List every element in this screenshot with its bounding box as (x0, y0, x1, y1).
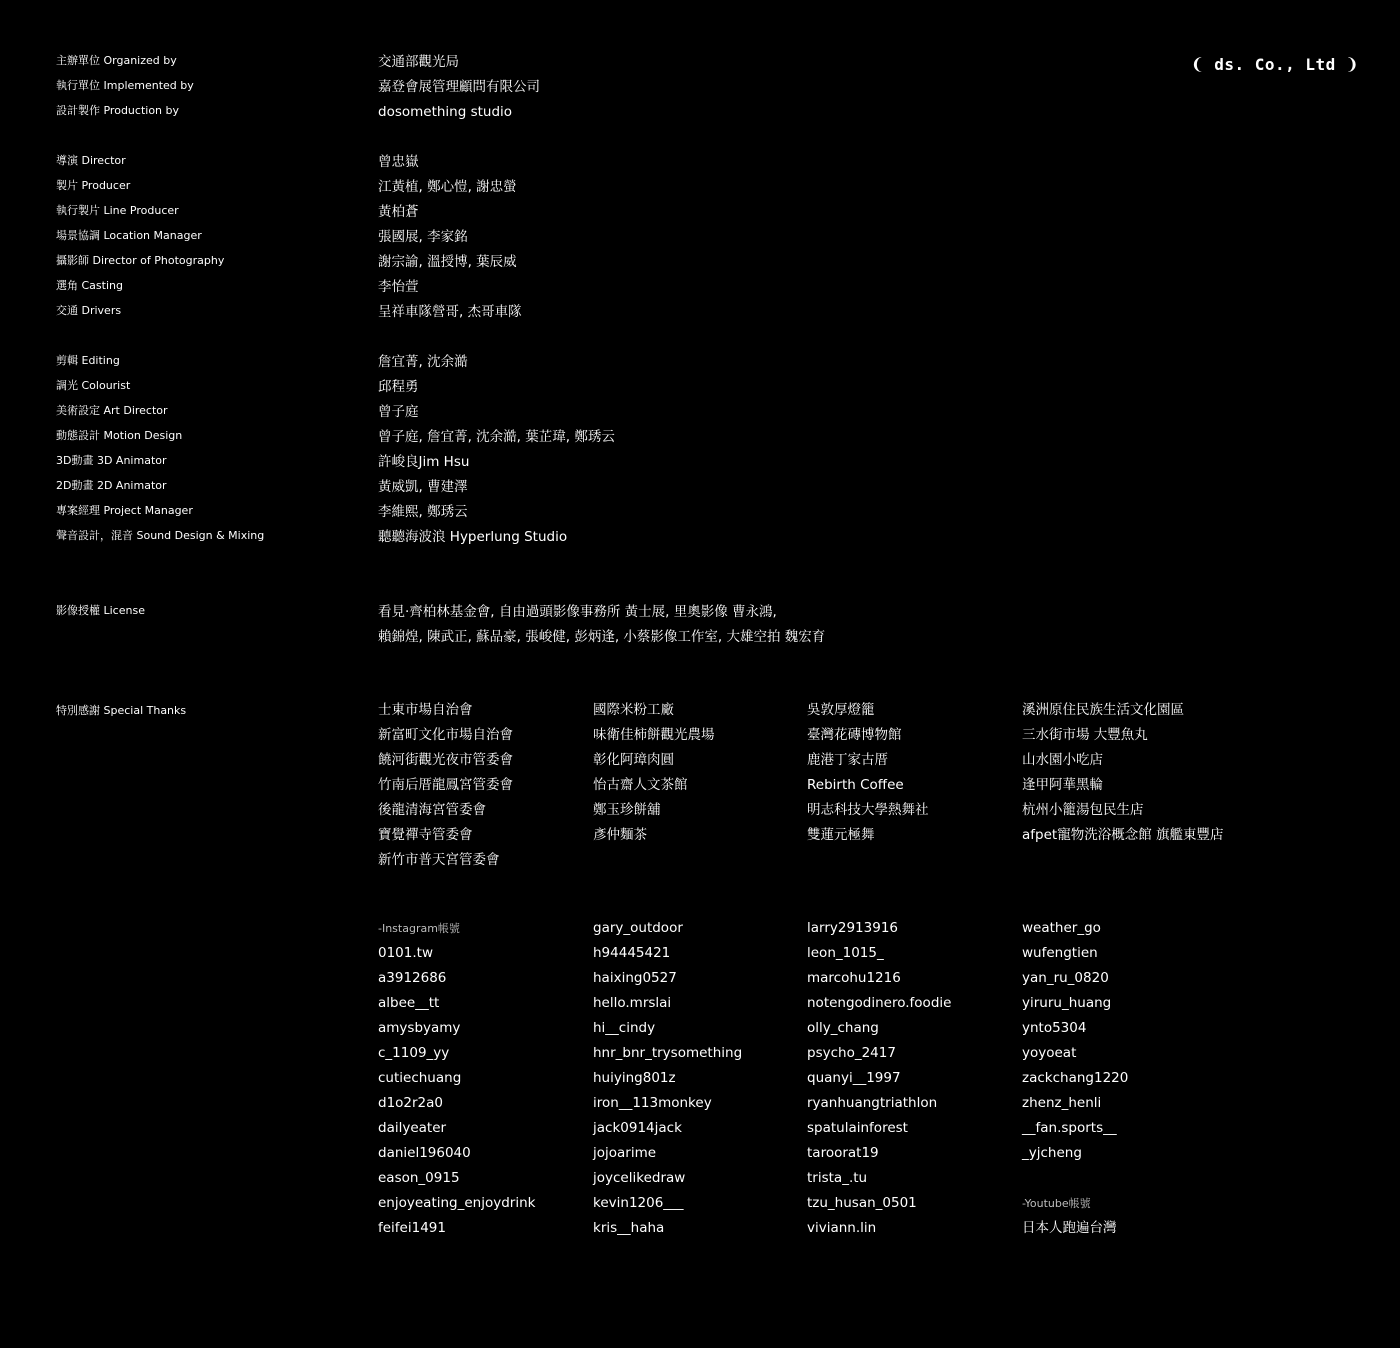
logo-text: ds. Co., Ltd (1214, 55, 1336, 74)
thanks-item: 溪洲原住民族生活文化園區 (1022, 702, 1184, 718)
instagram-account: enjoyeating_enjoydrink (378, 1195, 536, 1211)
credit-role: 製片 Producer (56, 179, 131, 192)
credit-name: 黃柏蒼 (378, 204, 419, 220)
thanks-item: 三水街市場 大豐魚丸 (1022, 727, 1148, 743)
credit-name: 嘉登會展管理顧問有限公司 (378, 79, 540, 95)
credit-role: 設計製作 Production by (56, 104, 180, 117)
instagram-account: a3912686 (378, 970, 447, 986)
credit-role: 攝影師 Director of Photography (56, 254, 225, 267)
credit-role: 剪輯 Editing (56, 354, 120, 367)
instagram-account: zackchang1220 (1022, 1070, 1129, 1086)
credit-role: 執行製片 Line Producer (56, 204, 179, 217)
credit-role: 場景協調 Location Manager (56, 229, 202, 242)
instagram-account: daniel196040 (378, 1145, 471, 1161)
logo-open-bracket: ❨ (1191, 52, 1205, 76)
instagram-account: kevin1206___ (593, 1195, 684, 1211)
instagram-account: feifei1491 (378, 1220, 446, 1236)
instagram-account: trista_.tu (807, 1170, 868, 1186)
thanks-item: 寶覺禪寺管委會 (378, 827, 473, 843)
thanks-item: 鄭玉珍餅舖 (593, 802, 661, 818)
credit-name: 呈祥車隊營哥, 杰哥車隊 (378, 304, 522, 320)
instagram-account: taroorat19 (807, 1145, 879, 1161)
instagram-account: joycelikedraw (593, 1170, 686, 1186)
thanks-item: 彥仲麵茶 (593, 827, 647, 843)
instagram-account: quanyi__1997 (807, 1070, 901, 1086)
thanks-item: 後龍清海宮管委會 (378, 802, 486, 818)
instagram-account: huiying801z (593, 1070, 676, 1086)
credit-name: 曾子庭 (378, 404, 419, 420)
credit-name: 謝宗諭, 溫授博, 葉辰威 (378, 254, 517, 270)
instagram-label: -Instagram帳號 (378, 922, 460, 935)
credit-name: 曾忠嶽 (378, 154, 419, 170)
instagram-account: jack0914jack (593, 1120, 682, 1136)
license-line: 看見·齊柏林基金會, 自由過頭影像事務所 黃士展, 里奧影像 曹永鴻, (378, 604, 777, 620)
instagram-column-3 (807, 916, 951, 1241)
thanks-item: 國際米粉工廠 (593, 702, 674, 718)
instagram-account: _yjcheng (1022, 1145, 1082, 1161)
thanks-item: 士東市場自治會 (378, 702, 473, 718)
instagram-column-2 (593, 916, 742, 1241)
thanks-item: 明志科技大學熱舞社 (807, 802, 929, 818)
instagram-account: ynto5304 (1022, 1020, 1087, 1036)
instagram-account: olly_chang (807, 1020, 879, 1036)
instagram-account: yiruru_huang (1022, 995, 1112, 1011)
instagram-account: cutiechuang (378, 1070, 462, 1086)
thanks-item: 味衛佳柿餅觀光農場 (593, 727, 715, 743)
instagram-account: gary_outdoor (593, 920, 683, 936)
thanks-item: 吳敦厚燈籠 (807, 702, 875, 718)
credit-role: 聲音設計，混音 Sound Design & Mixing (56, 529, 265, 542)
instagram-account: c_1109_yy (378, 1045, 450, 1061)
credit-name: 曾子庭, 詹宜菁, 沈余澔, 葉芷瑋, 鄭琇云 (378, 429, 615, 445)
thanks-item: 新竹市普天宮管委會 (378, 852, 500, 868)
thanks-item: 山水園小吃店 (1022, 752, 1103, 768)
instagram-account: jojoarime (593, 1145, 657, 1161)
instagram-account: leon_1015_ (807, 945, 884, 961)
instagram-account: __fan.sports__ (1022, 1120, 1117, 1136)
instagram-account: wufengtien (1022, 945, 1098, 961)
instagram-account: eason_0915 (378, 1170, 460, 1186)
logo-close-bracket: ❩ (1345, 52, 1359, 76)
credit-role: 動態設計 Motion Design (56, 429, 183, 442)
instagram-account: weather_go (1022, 920, 1101, 936)
thanks-item: 臺灣花磚博物館 (807, 727, 902, 743)
credit-role: 調光 Colourist (56, 379, 131, 392)
credit-role: 美術設定 Art Director (56, 404, 168, 417)
instagram-account: d1o2r2a0 (378, 1095, 444, 1111)
credit-name: 交通部觀光局 (378, 54, 459, 70)
credit-role: 導演 Director (56, 154, 126, 167)
instagram-account: hello.mrslai (593, 995, 672, 1011)
instagram-account: ryanhuangtriathlon (807, 1095, 938, 1111)
instagram-account: spatulainforest (807, 1120, 908, 1136)
instagram-account: haixing0527 (593, 970, 677, 986)
thanks-item: 竹南后厝龍鳳宮管委會 (378, 777, 513, 793)
instagram-account: amysbyamy (378, 1020, 461, 1036)
instagram-account: yan_ru_0820 (1022, 970, 1109, 986)
thanks-item: 雙蓮元極舞 (807, 827, 875, 843)
thanks-item: 饒河街觀光夜市管委會 (378, 752, 513, 768)
instagram-account: hi__cindy (593, 1020, 656, 1036)
instagram-account: psycho_2417 (807, 1045, 896, 1061)
company-logo (1180, 52, 1370, 76)
instagram-account: kris__haha (593, 1220, 665, 1236)
instagram-account: iron__113monkey (593, 1095, 712, 1111)
thanks-item: 彰化阿璋肉圓 (593, 752, 674, 768)
thanks-item: Rebirth Coffee (807, 777, 904, 793)
thanks-item: afpet寵物洗浴概念館 旗艦東豐店 (1022, 827, 1224, 843)
credit-name: 黃威凱, 曹建澤 (378, 479, 468, 495)
thanks-role: 特別感謝 Special Thanks (56, 704, 187, 717)
credit-name: 李維熙, 鄭琇云 (378, 504, 468, 520)
credit-name: dosomething studio (378, 104, 513, 120)
instagram-account: 0101.tw (378, 945, 433, 961)
thanks-column-1 (378, 698, 513, 873)
credit-name: 江黃植, 鄭心愷, 謝忠螢 (378, 179, 517, 195)
spacer (1022, 1166, 1128, 1191)
credit-name: 張國展, 李家銘 (378, 229, 468, 245)
credit-role: 選角 Casting (56, 279, 123, 292)
thanks-item: 怡古齋人文茶館 (593, 777, 688, 793)
license-line: 賴錦煌, 陳武正, 蘇品豪, 張峻健, 彭炳逢, 小蔡影像工作室, 大雄空拍 魏宏育 (378, 629, 826, 645)
youtube-label: -Youtube帳號 (1022, 1197, 1091, 1210)
thanks-column-2 (593, 698, 715, 848)
license-role: 影像授權 License (56, 604, 145, 617)
thanks-column-4 (1022, 698, 1224, 848)
instagram-account: notengodinero.foodie (807, 995, 952, 1011)
credit-role: 3D動畫 3D Animator (56, 454, 167, 467)
instagram-account: larry2913916 (807, 920, 898, 936)
instagram-account: hnr_bnr_trysomething (593, 1045, 743, 1061)
instagram-account: albee__tt (378, 995, 440, 1011)
credit-name: 聽聽海波浪 Hyperlung Studio (378, 529, 568, 545)
thanks-item: 杭州小籠湯包民生店 (1022, 802, 1144, 818)
credit-role: 執行單位 Implemented by (56, 79, 194, 92)
credit-name: 李怡萱 (378, 279, 419, 295)
instagram-account: h94445421 (593, 945, 671, 961)
credit-role: 2D動畫 2D Animator (56, 479, 167, 492)
youtube-account: 日本人跑遍台灣 (1022, 1220, 1117, 1236)
instagram-account: zhenz_henli (1022, 1095, 1102, 1111)
thanks-item: 新富町文化市場自治會 (378, 727, 513, 743)
credit-role: 專案經理 Project Manager (56, 504, 193, 517)
credit-role: 交通 Drivers (56, 304, 122, 317)
instagram-account: yoyoeat (1022, 1045, 1077, 1061)
thanks-item: 逢甲阿華黑輪 (1022, 777, 1103, 793)
instagram-account: tzu_husan_0501 (807, 1195, 917, 1211)
instagram-column-4 (1022, 916, 1128, 1241)
credit-name: 詹宜菁, 沈余澔 (378, 354, 468, 370)
thanks-item: 鹿港丁家古厝 (807, 752, 888, 768)
instagram-account: marcohu1216 (807, 970, 901, 986)
credit-name: 邱程勇 (378, 379, 419, 395)
instagram-account: dailyeater (378, 1120, 447, 1136)
instagram-account: viviann.lin (807, 1220, 877, 1236)
credit-name: 許峻良Jim Hsu (378, 454, 470, 470)
credit-role: 主辦單位 Organized by (56, 54, 177, 67)
instagram-column-1 (378, 916, 535, 1241)
thanks-column-3 (807, 698, 929, 848)
